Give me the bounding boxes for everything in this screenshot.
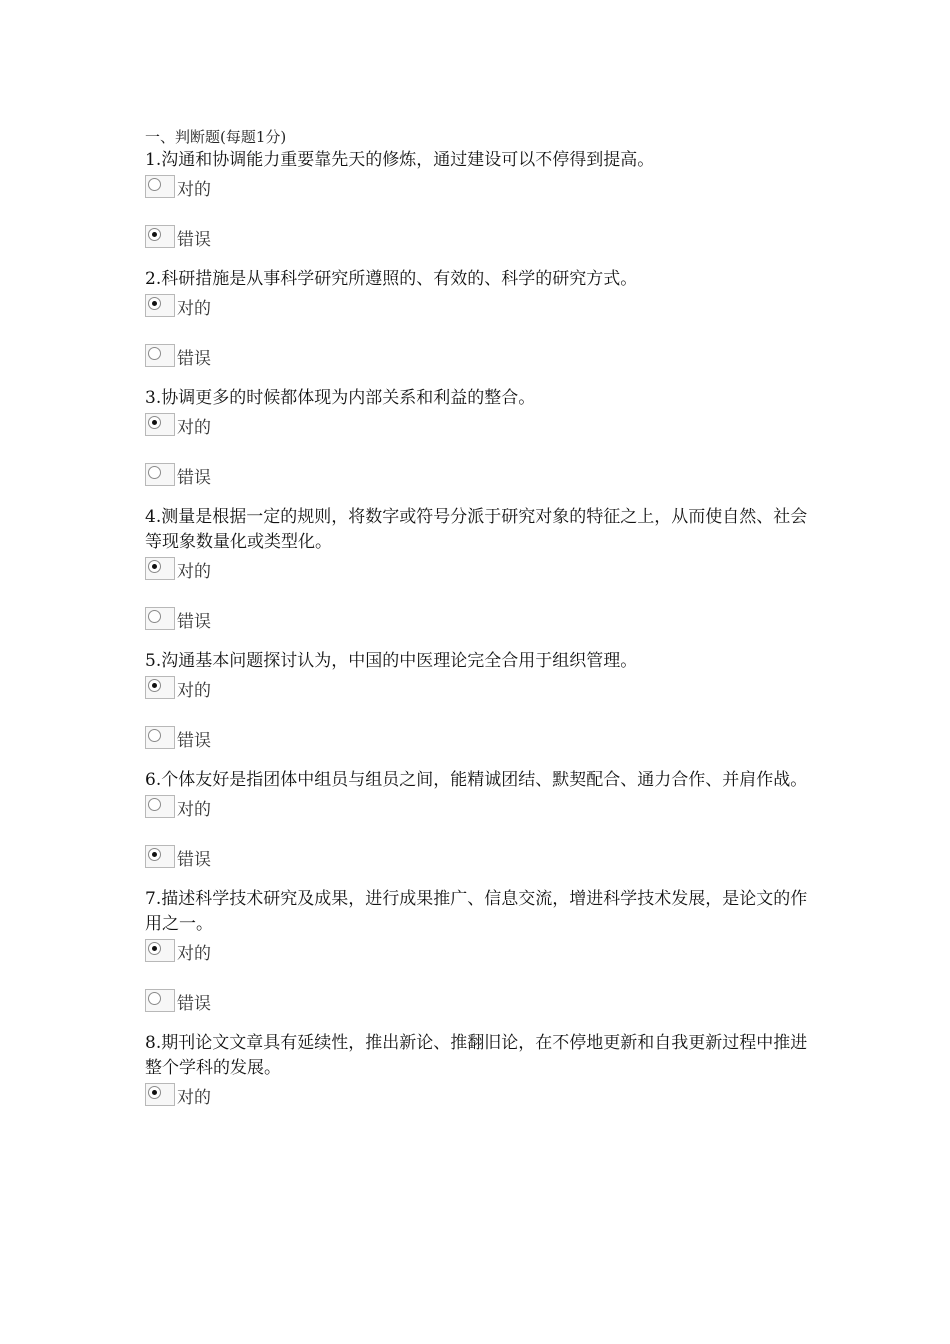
radio-circle-icon xyxy=(148,560,161,573)
radio-dot-icon xyxy=(152,564,157,569)
radio-dot-icon xyxy=(152,946,157,951)
radio-dot-icon xyxy=(152,420,157,425)
option-false[interactable] xyxy=(145,463,810,488)
radio-button[interactable] xyxy=(145,557,175,580)
option-label: 错误 xyxy=(177,230,211,250)
radio-button[interactable] xyxy=(145,845,175,868)
radio-circle-icon xyxy=(148,178,161,191)
question-text: 6.个体友好是指团体中组员与组员之间，能精诚团结、默契配合、通力合作、并肩作战。 xyxy=(145,770,808,790)
spacer xyxy=(145,751,810,768)
radio-circle-icon xyxy=(148,610,161,623)
radio-circle-icon xyxy=(148,466,161,479)
section-title: 一、判断题(每题1分) xyxy=(145,128,287,146)
radio-circle-icon xyxy=(148,679,161,692)
radio-dot-icon xyxy=(152,852,157,857)
question-text: 1.沟通和协调能力重要靠先天的修炼，通过建设可以不停得到提高。 xyxy=(145,150,655,170)
question-1 xyxy=(145,148,810,250)
spacer xyxy=(145,1014,810,1031)
option-label: 错误 xyxy=(177,349,211,369)
question-2 xyxy=(145,267,810,369)
quiz-page xyxy=(145,126,810,1108)
question-text: 3.协调更多的时候都体现为内部关系和利益的整合。 xyxy=(145,388,536,408)
option-true[interactable] xyxy=(145,795,810,820)
radio-dot-icon xyxy=(152,232,157,237)
radio-dot-icon xyxy=(152,301,157,306)
option-label: 错误 xyxy=(177,850,211,870)
option-false[interactable] xyxy=(145,989,810,1014)
option-label: 对的 xyxy=(177,800,211,820)
radio-button[interactable] xyxy=(145,463,175,486)
radio-button[interactable] xyxy=(145,795,175,818)
spacer xyxy=(145,632,810,649)
option-label: 对的 xyxy=(177,562,211,582)
option-label: 对的 xyxy=(177,299,211,319)
radio-button[interactable] xyxy=(145,989,175,1012)
radio-button[interactable] xyxy=(145,175,175,198)
option-true[interactable] xyxy=(145,939,810,964)
radio-dot-icon xyxy=(152,683,157,688)
option-true[interactable] xyxy=(145,557,810,582)
option-label: 错误 xyxy=(177,731,211,751)
question-4 xyxy=(145,505,810,632)
option-label: 错误 xyxy=(177,994,211,1014)
spacer xyxy=(145,488,810,505)
question-5 xyxy=(145,649,810,751)
option-false[interactable] xyxy=(145,845,810,870)
question-text: 5.沟通基本问题探讨认为，中国的中医理论完全合用于组织管理。 xyxy=(145,651,638,671)
radio-circle-icon xyxy=(148,297,161,310)
radio-circle-icon xyxy=(148,347,161,360)
option-false[interactable] xyxy=(145,225,810,250)
question-text: 7.描述科学技术研究及成果，进行成果推广、信息交流，增进科学技术发展，是论文的作用之一。 xyxy=(145,889,808,934)
radio-circle-icon xyxy=(148,228,161,241)
radio-button[interactable] xyxy=(145,344,175,367)
option-label: 对的 xyxy=(177,180,211,200)
option-label: 对的 xyxy=(177,944,211,964)
question-6 xyxy=(145,768,810,870)
radio-button[interactable] xyxy=(145,294,175,317)
question-text: 2.科研措施是从事科学研究所遵照的、有效的、科学的研究方式。 xyxy=(145,269,638,289)
question-list xyxy=(145,148,810,1108)
radio-circle-icon xyxy=(148,942,161,955)
option-label: 对的 xyxy=(177,418,211,438)
question-text: 4.测量是根据一定的规则，将数字或符号分派于研究对象的特征之上，从而使自然、社会等现象数量化或类型化。 xyxy=(145,507,808,552)
question-3 xyxy=(145,386,810,488)
spacer xyxy=(145,250,810,267)
option-label: 对的 xyxy=(177,681,211,701)
option-true[interactable] xyxy=(145,676,810,701)
option-true[interactable] xyxy=(145,294,810,319)
radio-circle-icon xyxy=(148,798,161,811)
radio-button[interactable] xyxy=(145,225,175,248)
option-false[interactable] xyxy=(145,607,810,632)
radio-button[interactable] xyxy=(145,1083,175,1106)
radio-button[interactable] xyxy=(145,726,175,749)
question-text: 8.期刊论文文章具有延续性，推出新论、推翻旧论，在不停地更新和自我更新过程中推进整个学科的发展。 xyxy=(145,1033,808,1078)
spacer xyxy=(145,870,810,887)
question-8 xyxy=(145,1031,810,1108)
option-label: 错误 xyxy=(177,468,211,488)
option-true[interactable] xyxy=(145,413,810,438)
option-false[interactable] xyxy=(145,726,810,751)
radio-circle-icon xyxy=(148,729,161,742)
radio-button[interactable] xyxy=(145,413,175,436)
option-true[interactable] xyxy=(145,1083,810,1108)
radio-button[interactable] xyxy=(145,676,175,699)
radio-circle-icon xyxy=(148,1086,161,1099)
radio-circle-icon xyxy=(148,416,161,429)
radio-circle-icon xyxy=(148,848,161,861)
radio-button[interactable] xyxy=(145,939,175,962)
question-7 xyxy=(145,887,810,1014)
option-true[interactable] xyxy=(145,175,810,200)
radio-button[interactable] xyxy=(145,607,175,630)
radio-circle-icon xyxy=(148,992,161,1005)
option-label: 错误 xyxy=(177,612,211,632)
spacer xyxy=(145,369,810,386)
option-label: 对的 xyxy=(177,1088,211,1108)
option-false[interactable] xyxy=(145,344,810,369)
radio-dot-icon xyxy=(152,1090,157,1095)
